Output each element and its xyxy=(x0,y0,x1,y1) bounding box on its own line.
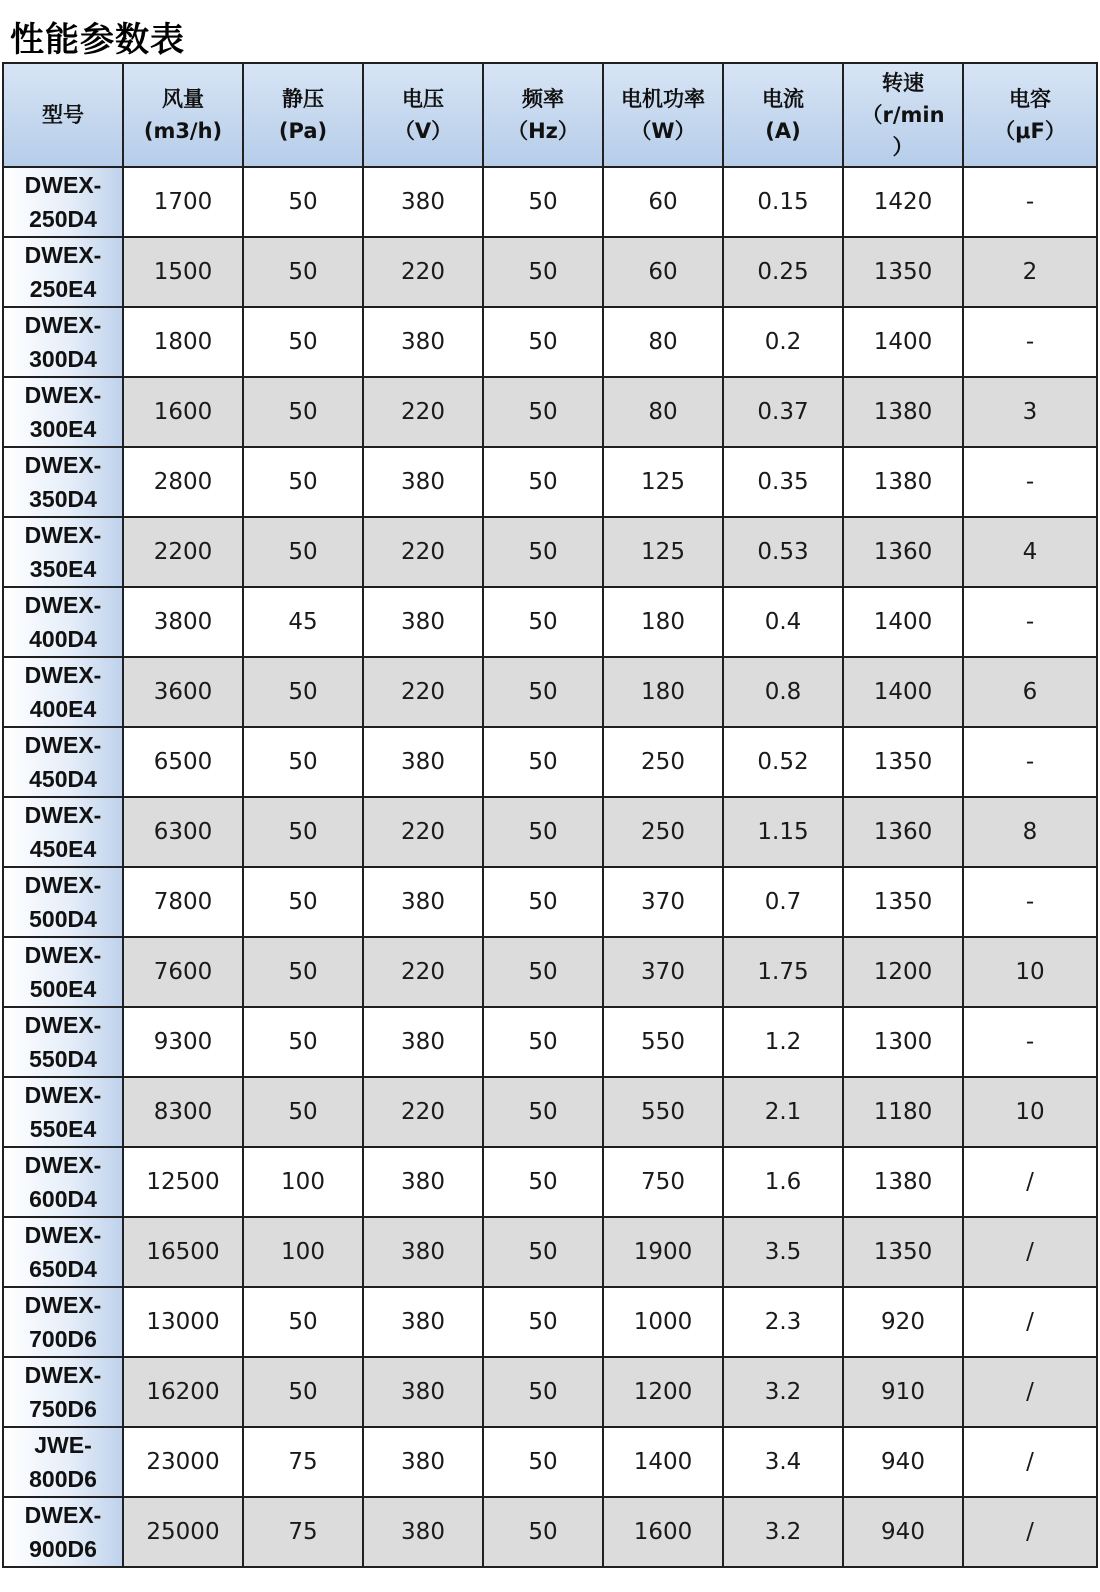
voltage-cell: 220 xyxy=(363,797,483,867)
model-line: 700D6 xyxy=(29,1326,97,1352)
current-cell: 0.53 xyxy=(723,517,843,587)
motor-power-cell: 250 xyxy=(603,797,723,867)
current-cell: 0.52 xyxy=(723,727,843,797)
current-cell: 0.4 xyxy=(723,587,843,657)
table-header-row xyxy=(3,63,1097,167)
motor-power-cell: 1600 xyxy=(603,1497,723,1567)
static-pressure-cell: 50 xyxy=(243,867,363,937)
voltage-cell: 380 xyxy=(363,1287,483,1357)
table-row xyxy=(3,377,1097,447)
airflow-cell: 2800 xyxy=(123,447,243,517)
frequency-cell: 50 xyxy=(483,657,603,727)
motor-power-cell: 125 xyxy=(603,517,723,587)
model-line: 800D6 xyxy=(29,1466,97,1492)
model-line: DWEX- xyxy=(24,872,102,898)
motor-power-cell: 125 xyxy=(603,447,723,517)
header-line: 风量 xyxy=(162,87,204,111)
model-line: 650D4 xyxy=(29,1256,97,1282)
capacitance-cell: - xyxy=(963,867,1097,937)
airflow-cell: 1500 xyxy=(123,237,243,307)
voltage-cell: 380 xyxy=(363,867,483,937)
static-pressure-cell: 45 xyxy=(243,587,363,657)
model-cell xyxy=(3,1147,123,1217)
table-row xyxy=(3,1497,1097,1567)
capacitance-cell: - xyxy=(963,727,1097,797)
capacitance-cell: - xyxy=(963,167,1097,237)
frequency-cell: 50 xyxy=(483,517,603,587)
airflow-cell: 1600 xyxy=(123,377,243,447)
static-pressure-cell: 50 xyxy=(243,237,363,307)
model-line: DWEX- xyxy=(24,1222,102,1248)
current-cell: 2.3 xyxy=(723,1287,843,1357)
speed-cell: 1400 xyxy=(843,307,963,377)
speed-cell: 1350 xyxy=(843,867,963,937)
header-line: （W） xyxy=(630,119,696,143)
frequency-cell: 50 xyxy=(483,587,603,657)
table-row xyxy=(3,1287,1097,1357)
airflow-cell: 6500 xyxy=(123,727,243,797)
table-row xyxy=(3,867,1097,937)
static-pressure-cell: 75 xyxy=(243,1497,363,1567)
voltage-cell: 380 xyxy=(363,1147,483,1217)
frequency-cell: 50 xyxy=(483,377,603,447)
static-pressure-cell: 50 xyxy=(243,1007,363,1077)
model-line: 250D4 xyxy=(29,206,97,232)
frequency-cell: 50 xyxy=(483,727,603,797)
voltage-cell: 380 xyxy=(363,1357,483,1427)
speed-cell: 1400 xyxy=(843,657,963,727)
airflow-cell: 9300 xyxy=(123,1007,243,1077)
header-line: (Pa) xyxy=(278,119,328,143)
speed-cell: 1200 xyxy=(843,937,963,1007)
capacitance-cell: / xyxy=(963,1427,1097,1497)
current-cell: 0.7 xyxy=(723,867,843,937)
speed-cell: 1180 xyxy=(843,1077,963,1147)
current-cell: 1.6 xyxy=(723,1147,843,1217)
current-cell: 3.5 xyxy=(723,1217,843,1287)
model-cell xyxy=(3,1427,123,1497)
airflow-cell: 3800 xyxy=(123,587,243,657)
speed-cell: 910 xyxy=(843,1357,963,1427)
airflow-cell: 25000 xyxy=(123,1497,243,1567)
static-pressure-cell: 75 xyxy=(243,1427,363,1497)
model-cell xyxy=(3,1357,123,1427)
motor-power-cell: 250 xyxy=(603,727,723,797)
table-row xyxy=(3,517,1097,587)
motor-power-cell: 180 xyxy=(603,657,723,727)
current-cell: 0.25 xyxy=(723,237,843,307)
model-line: 400D4 xyxy=(29,626,97,652)
capacitance-cell: - xyxy=(963,307,1097,377)
header-line: 电压 xyxy=(402,87,444,111)
current-cell: 0.8 xyxy=(723,657,843,727)
static-pressure-cell: 50 xyxy=(243,517,363,587)
header-airflow xyxy=(123,63,243,167)
frequency-cell: 50 xyxy=(483,937,603,1007)
header-model xyxy=(3,63,123,167)
speed-cell: 1380 xyxy=(843,447,963,517)
current-cell: 0.15 xyxy=(723,167,843,237)
model-line: DWEX- xyxy=(24,1362,102,1388)
model-cell xyxy=(3,1007,123,1077)
table-row xyxy=(3,307,1097,377)
airflow-cell: 1700 xyxy=(123,167,243,237)
model-line: 400E4 xyxy=(29,696,97,722)
motor-power-cell: 60 xyxy=(603,237,723,307)
motor-power-cell: 1000 xyxy=(603,1287,723,1357)
frequency-cell: 50 xyxy=(483,1217,603,1287)
static-pressure-cell: 50 xyxy=(243,377,363,447)
model-line: 900D6 xyxy=(29,1536,97,1562)
capacitance-cell: 3 xyxy=(963,377,1097,447)
model-cell xyxy=(3,1497,123,1567)
table-row xyxy=(3,657,1097,727)
airflow-cell: 8300 xyxy=(123,1077,243,1147)
airflow-cell: 3600 xyxy=(123,657,243,727)
static-pressure-cell: 50 xyxy=(243,1287,363,1357)
frequency-cell: 50 xyxy=(483,1427,603,1497)
model-line: 300E4 xyxy=(29,416,97,442)
table-body xyxy=(3,167,1097,1567)
model-cell xyxy=(3,937,123,1007)
motor-power-cell: 1200 xyxy=(603,1357,723,1427)
capacitance-cell: 8 xyxy=(963,797,1097,867)
capacitance-cell: 2 xyxy=(963,237,1097,307)
model-cell xyxy=(3,1217,123,1287)
static-pressure-cell: 50 xyxy=(243,1357,363,1427)
speed-cell: 920 xyxy=(843,1287,963,1357)
voltage-cell: 220 xyxy=(363,1077,483,1147)
model-line: DWEX- xyxy=(24,732,102,758)
voltage-cell: 220 xyxy=(363,937,483,1007)
header-line: (m3/h) xyxy=(143,119,223,143)
header-current xyxy=(723,63,843,167)
airflow-cell: 2200 xyxy=(123,517,243,587)
header-line: 静压 xyxy=(282,87,324,111)
frequency-cell: 50 xyxy=(483,167,603,237)
voltage-cell: 380 xyxy=(363,587,483,657)
static-pressure-cell: 50 xyxy=(243,797,363,867)
header-speed xyxy=(843,63,963,167)
voltage-cell: 380 xyxy=(363,1007,483,1077)
voltage-cell: 380 xyxy=(363,1497,483,1567)
motor-power-cell: 1900 xyxy=(603,1217,723,1287)
voltage-cell: 220 xyxy=(363,517,483,587)
current-cell: 2.1 xyxy=(723,1077,843,1147)
airflow-cell: 23000 xyxy=(123,1427,243,1497)
static-pressure-cell: 50 xyxy=(243,727,363,797)
airflow-cell: 16500 xyxy=(123,1217,243,1287)
airflow-cell: 7600 xyxy=(123,937,243,1007)
capacitance-cell: / xyxy=(963,1287,1097,1357)
page-title: 性能参数表 xyxy=(10,20,185,60)
model-line: 550D4 xyxy=(29,1046,97,1072)
model-line: DWEX- xyxy=(24,312,102,338)
table-row xyxy=(3,797,1097,867)
capacitance-cell: 6 xyxy=(963,657,1097,727)
voltage-cell: 380 xyxy=(363,447,483,517)
header-line: 电机功率 xyxy=(621,87,705,111)
table-row xyxy=(3,1427,1097,1497)
static-pressure-cell: 50 xyxy=(243,167,363,237)
model-line: 450E4 xyxy=(29,836,97,862)
model-line: JWE- xyxy=(34,1432,92,1458)
speed-cell: 1350 xyxy=(843,237,963,307)
table-row xyxy=(3,1007,1097,1077)
speed-cell: 1420 xyxy=(843,167,963,237)
model-line: DWEX- xyxy=(24,1012,102,1038)
capacitance-cell: 4 xyxy=(963,517,1097,587)
airflow-cell: 6300 xyxy=(123,797,243,867)
model-cell xyxy=(3,657,123,727)
voltage-cell: 220 xyxy=(363,657,483,727)
header-line: （V） xyxy=(393,119,453,143)
frequency-cell: 50 xyxy=(483,797,603,867)
model-cell xyxy=(3,1077,123,1147)
capacitance-cell: - xyxy=(963,587,1097,657)
airflow-cell: 1800 xyxy=(123,307,243,377)
model-cell xyxy=(3,377,123,447)
voltage-cell: 380 xyxy=(363,167,483,237)
model-line: 750D6 xyxy=(29,1396,97,1422)
motor-power-cell: 1400 xyxy=(603,1427,723,1497)
header-static-pressure xyxy=(243,63,363,167)
capacitance-cell: 10 xyxy=(963,937,1097,1007)
header-line: 电容 xyxy=(1009,87,1051,111)
motor-power-cell: 550 xyxy=(603,1077,723,1147)
model-line: 550E4 xyxy=(29,1116,97,1142)
static-pressure-cell: 50 xyxy=(243,657,363,727)
table-row xyxy=(3,1357,1097,1427)
current-cell: 0.2 xyxy=(723,307,843,377)
static-pressure-cell: 50 xyxy=(243,307,363,377)
airflow-cell: 13000 xyxy=(123,1287,243,1357)
airflow-cell: 7800 xyxy=(123,867,243,937)
header-line: 型号 xyxy=(42,103,84,127)
model-cell xyxy=(3,797,123,867)
frequency-cell: 50 xyxy=(483,1077,603,1147)
motor-power-cell: 80 xyxy=(603,307,723,377)
speed-cell: 1380 xyxy=(843,1147,963,1217)
model-line: 250E4 xyxy=(29,276,97,302)
header-line: （Hz） xyxy=(507,119,579,143)
model-line: 500E4 xyxy=(29,976,97,1002)
voltage-cell: 220 xyxy=(363,377,483,447)
model-line: DWEX- xyxy=(24,242,102,268)
model-line: DWEX- xyxy=(24,662,102,688)
table-row xyxy=(3,447,1097,517)
speed-cell: 1400 xyxy=(843,587,963,657)
model-cell xyxy=(3,307,123,377)
frequency-cell: 50 xyxy=(483,1357,603,1427)
table-row xyxy=(3,237,1097,307)
motor-power-cell: 370 xyxy=(603,937,723,1007)
motor-power-cell: 80 xyxy=(603,377,723,447)
motor-power-cell: 550 xyxy=(603,1007,723,1077)
header-line: （μF） xyxy=(994,119,1066,143)
frequency-cell: 50 xyxy=(483,867,603,937)
table-row xyxy=(3,167,1097,237)
frequency-cell: 50 xyxy=(483,1497,603,1567)
model-line: DWEX- xyxy=(24,802,102,828)
capacitance-cell: / xyxy=(963,1147,1097,1217)
capacitance-cell: - xyxy=(963,447,1097,517)
model-line: 500D4 xyxy=(29,906,97,932)
header-capacitance xyxy=(963,63,1097,167)
model-line: DWEX- xyxy=(24,1082,102,1108)
header-line: （r/min xyxy=(861,103,945,127)
current-cell: 0.37 xyxy=(723,377,843,447)
current-cell: 3.4 xyxy=(723,1427,843,1497)
model-line: DWEX- xyxy=(24,172,102,198)
header-frequency xyxy=(483,63,603,167)
model-line: DWEX- xyxy=(24,1152,102,1178)
capacitance-cell: / xyxy=(963,1217,1097,1287)
current-cell: 3.2 xyxy=(723,1497,843,1567)
header-line: 频率 xyxy=(522,87,564,111)
voltage-cell: 220 xyxy=(363,237,483,307)
speed-cell: 1360 xyxy=(843,797,963,867)
speed-cell: 1350 xyxy=(843,727,963,797)
speed-cell: 1300 xyxy=(843,1007,963,1077)
model-line: DWEX- xyxy=(24,1292,102,1318)
airflow-cell: 16200 xyxy=(123,1357,243,1427)
static-pressure-cell: 50 xyxy=(243,937,363,1007)
header-line: ） xyxy=(892,135,914,159)
model-line: 300D4 xyxy=(29,346,97,372)
header-motor-power xyxy=(603,63,723,167)
header-line: 转速 xyxy=(882,71,924,95)
speed-cell: 940 xyxy=(843,1497,963,1567)
header-line: 电流 xyxy=(762,87,804,111)
speed-cell: 1350 xyxy=(843,1217,963,1287)
model-cell xyxy=(3,587,123,657)
static-pressure-cell: 100 xyxy=(243,1147,363,1217)
speed-cell: 1360 xyxy=(843,517,963,587)
frequency-cell: 50 xyxy=(483,447,603,517)
capacitance-cell: - xyxy=(963,1007,1097,1077)
table-row xyxy=(3,1217,1097,1287)
table-row xyxy=(3,1077,1097,1147)
frequency-cell: 50 xyxy=(483,237,603,307)
model-cell xyxy=(3,517,123,587)
table-row xyxy=(3,1147,1097,1217)
current-cell: 1.2 xyxy=(723,1007,843,1077)
speed-cell: 1380 xyxy=(843,377,963,447)
model-line: DWEX- xyxy=(24,592,102,618)
capacitance-cell: / xyxy=(963,1497,1097,1567)
model-line: DWEX- xyxy=(24,382,102,408)
frequency-cell: 50 xyxy=(483,1287,603,1357)
static-pressure-cell: 50 xyxy=(243,1077,363,1147)
frequency-cell: 50 xyxy=(483,1007,603,1077)
airflow-cell: 12500 xyxy=(123,1147,243,1217)
frequency-cell: 50 xyxy=(483,1147,603,1217)
motor-power-cell: 60 xyxy=(603,167,723,237)
table-row xyxy=(3,587,1097,657)
frequency-cell: 50 xyxy=(483,307,603,377)
table-row xyxy=(3,937,1097,1007)
model-line: 450D4 xyxy=(29,766,97,792)
capacitance-cell: / xyxy=(963,1357,1097,1427)
model-cell xyxy=(3,867,123,937)
model-cell xyxy=(3,167,123,237)
current-cell: 3.2 xyxy=(723,1357,843,1427)
voltage-cell: 380 xyxy=(363,727,483,797)
static-pressure-cell: 100 xyxy=(243,1217,363,1287)
header-voltage xyxy=(363,63,483,167)
voltage-cell: 380 xyxy=(363,307,483,377)
header-line: (A) xyxy=(765,119,801,143)
motor-power-cell: 750 xyxy=(603,1147,723,1217)
model-line: 350D4 xyxy=(29,486,97,512)
table-row xyxy=(3,727,1097,797)
voltage-cell: 380 xyxy=(363,1427,483,1497)
model-cell xyxy=(3,727,123,797)
model-line: DWEX- xyxy=(24,942,102,968)
current-cell: 0.35 xyxy=(723,447,843,517)
speed-cell: 940 xyxy=(843,1427,963,1497)
model-cell xyxy=(3,237,123,307)
performance-table xyxy=(2,62,1098,1568)
model-line: DWEX- xyxy=(24,522,102,548)
motor-power-cell: 180 xyxy=(603,587,723,657)
motor-power-cell: 370 xyxy=(603,867,723,937)
model-line: 350E4 xyxy=(29,556,97,582)
model-cell xyxy=(3,1287,123,1357)
capacitance-cell: 10 xyxy=(963,1077,1097,1147)
static-pressure-cell: 50 xyxy=(243,447,363,517)
current-cell: 1.15 xyxy=(723,797,843,867)
model-line: DWEX- xyxy=(24,452,102,478)
model-line: DWEX- xyxy=(24,1502,102,1528)
model-cell xyxy=(3,447,123,517)
model-line: 600D4 xyxy=(29,1186,97,1212)
voltage-cell: 380 xyxy=(363,1217,483,1287)
current-cell: 1.75 xyxy=(723,937,843,1007)
